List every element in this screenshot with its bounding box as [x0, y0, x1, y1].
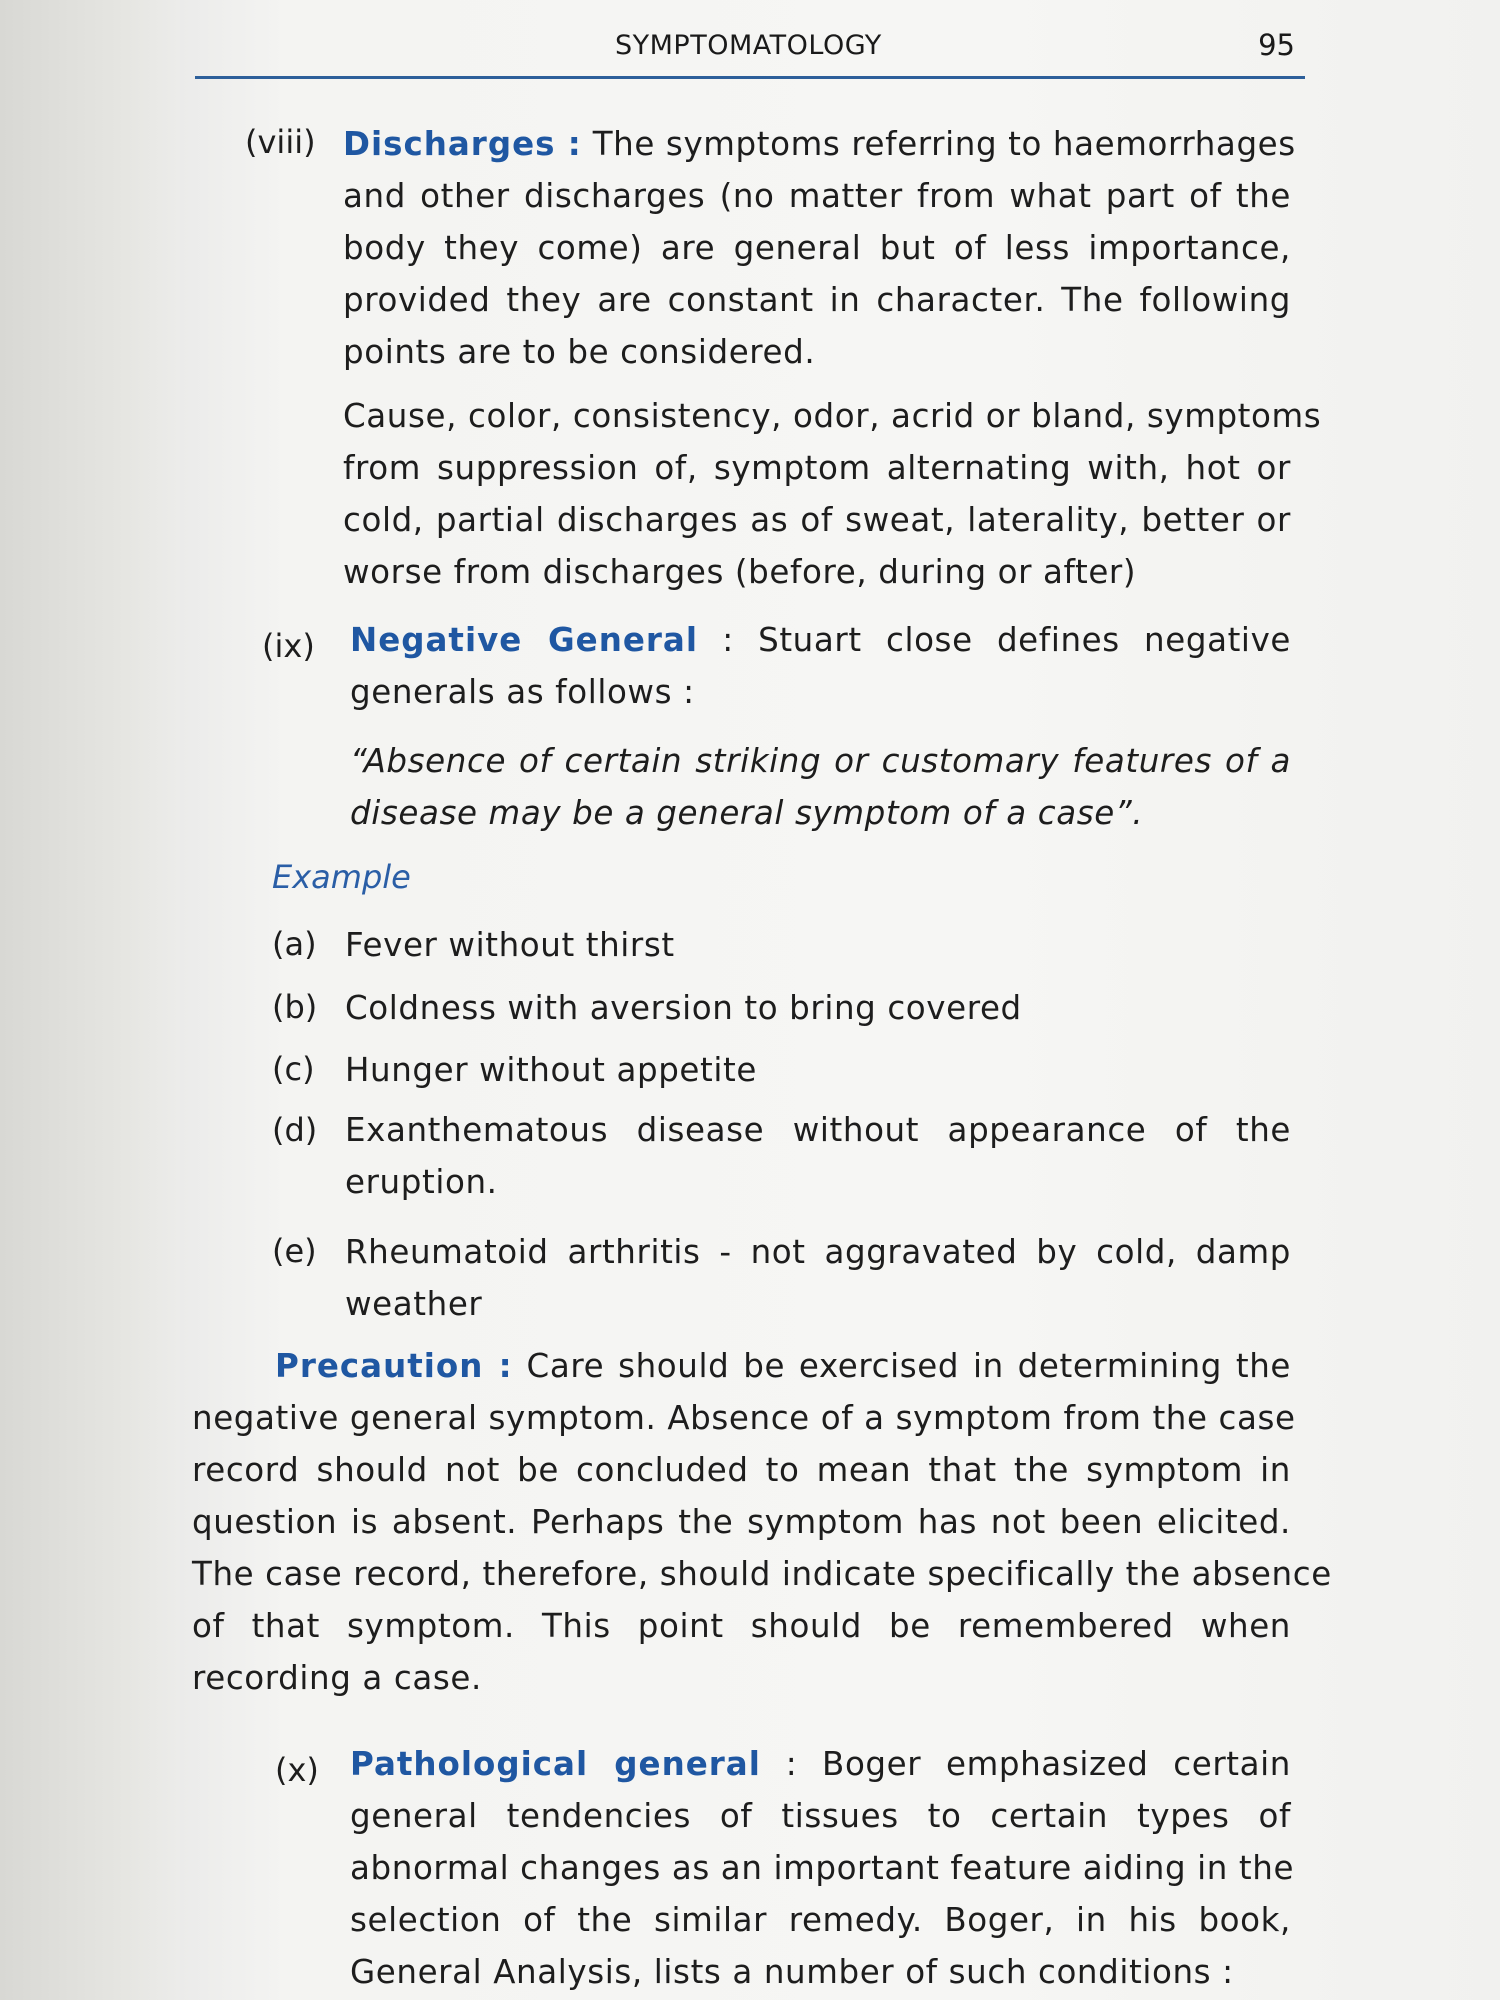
precaution-heading: Precaution :: [275, 1347, 513, 1385]
paragraph-line: negative general symptom. Absence of a symptom from the case: [192, 1399, 1296, 1437]
discharges-heading: Discharges :: [343, 125, 582, 163]
definition-quote: [350, 735, 1291, 839]
paragraph-line: : Boger emphasized certain: [785, 1745, 1291, 1783]
page-gutter: [0, 0, 180, 2000]
pathological-general-paragraph: [350, 1738, 1295, 1998]
paragraph-line: points are to be considered.: [343, 333, 816, 371]
discharges-first-line: [343, 118, 1296, 170]
pathological-general-heading: Pathological general: [350, 1745, 761, 1783]
item-marker-ix: (ix): [262, 627, 315, 665]
quote-line: disease may be a general symptom of a case”.: [350, 794, 1144, 832]
discharges-paragraph: [343, 118, 1296, 378]
discharge-points-paragraph: [343, 390, 1322, 598]
example-text: Rheumatoid arthritis - not aggravated by cold, damp: [345, 1233, 1291, 1271]
page-number: 95: [1258, 28, 1295, 62]
paragraph-line: generals as follows :: [350, 673, 695, 711]
example-marker: (a): [272, 925, 317, 963]
pathological-general-first-line: [350, 1738, 1291, 1790]
precaution-first-line: [192, 1340, 1291, 1392]
negative-general-first-line: [350, 614, 1291, 666]
example-text: eruption.: [345, 1163, 498, 1201]
paragraph-line: : Stuart close defines negative: [722, 621, 1291, 659]
paragraph-line: record should not be concluded to mean that the symptom in: [192, 1451, 1291, 1489]
paragraph-line: provided they are constant in character. The following: [343, 281, 1291, 319]
precaution-paragraph: [192, 1340, 1332, 1704]
paragraph-line: question is absent. Perhaps the symptom has not been elicited.: [192, 1503, 1291, 1541]
paragraph-line: body they come) are general but of less importance,: [343, 229, 1291, 267]
item-marker-viii: (viii): [245, 123, 316, 161]
example-text: Hunger without appetite: [345, 1051, 757, 1089]
item-marker-x: (x): [275, 1751, 319, 1789]
paragraph-line: abnormal changes as an important feature aiding in the: [350, 1849, 1295, 1887]
running-header: [195, 28, 1305, 79]
paragraph-line: General Analysis, lists a number of such conditions :: [350, 1953, 1234, 1991]
example-marker: (b): [272, 988, 318, 1026]
example-marker: (e): [272, 1232, 317, 1270]
example-text-block: [345, 1104, 1291, 1208]
example-text: Fever without thirst: [345, 926, 675, 964]
example-title: Example: [272, 858, 411, 896]
paragraph-line: cold, partial discharges as of sweat, laterality, better or: [343, 501, 1291, 539]
paragraph-line: Care should be exercised in determining the: [526, 1347, 1291, 1385]
paragraph-line: of that symptom. This point should be remembered when: [192, 1607, 1291, 1645]
paragraph-line: Cause, color, consistency, odor, acrid or bland, symptoms: [343, 397, 1322, 435]
paragraph-line: from suppression of, symptom alternating with, hot or: [343, 449, 1291, 487]
running-title: SYMPTOMATOLOGY: [615, 30, 882, 61]
example-text-block: [345, 1226, 1291, 1330]
paragraph-line: selection of the similar remedy. Boger, in his book,: [350, 1901, 1291, 1939]
negative-general-paragraph: [350, 614, 1291, 718]
paragraph-line: worse from discharges (before, during or after): [343, 553, 1137, 591]
negative-general-heading: Negative General: [350, 621, 698, 659]
paragraph-line: and other discharges (no matter from what part of the: [343, 177, 1291, 215]
quote-line: “Absence of certain striking or customary features of a: [350, 742, 1291, 780]
example-text: weather: [345, 1285, 483, 1323]
example-marker: (d): [272, 1111, 318, 1149]
paragraph-line: The case record, therefore, should indicate specifically the absence: [192, 1555, 1332, 1593]
example-text: Coldness with aversion to bring covered: [345, 989, 1022, 1027]
paragraph-line: general tendencies of tissues to certain types of: [350, 1797, 1291, 1835]
paragraph-line: recording a case.: [192, 1659, 482, 1697]
paragraph-line: The symptoms referring to haemorrhages: [592, 125, 1296, 163]
example-marker: (c): [272, 1050, 315, 1088]
example-text: Exanthematous disease without appearance of the: [345, 1111, 1291, 1149]
